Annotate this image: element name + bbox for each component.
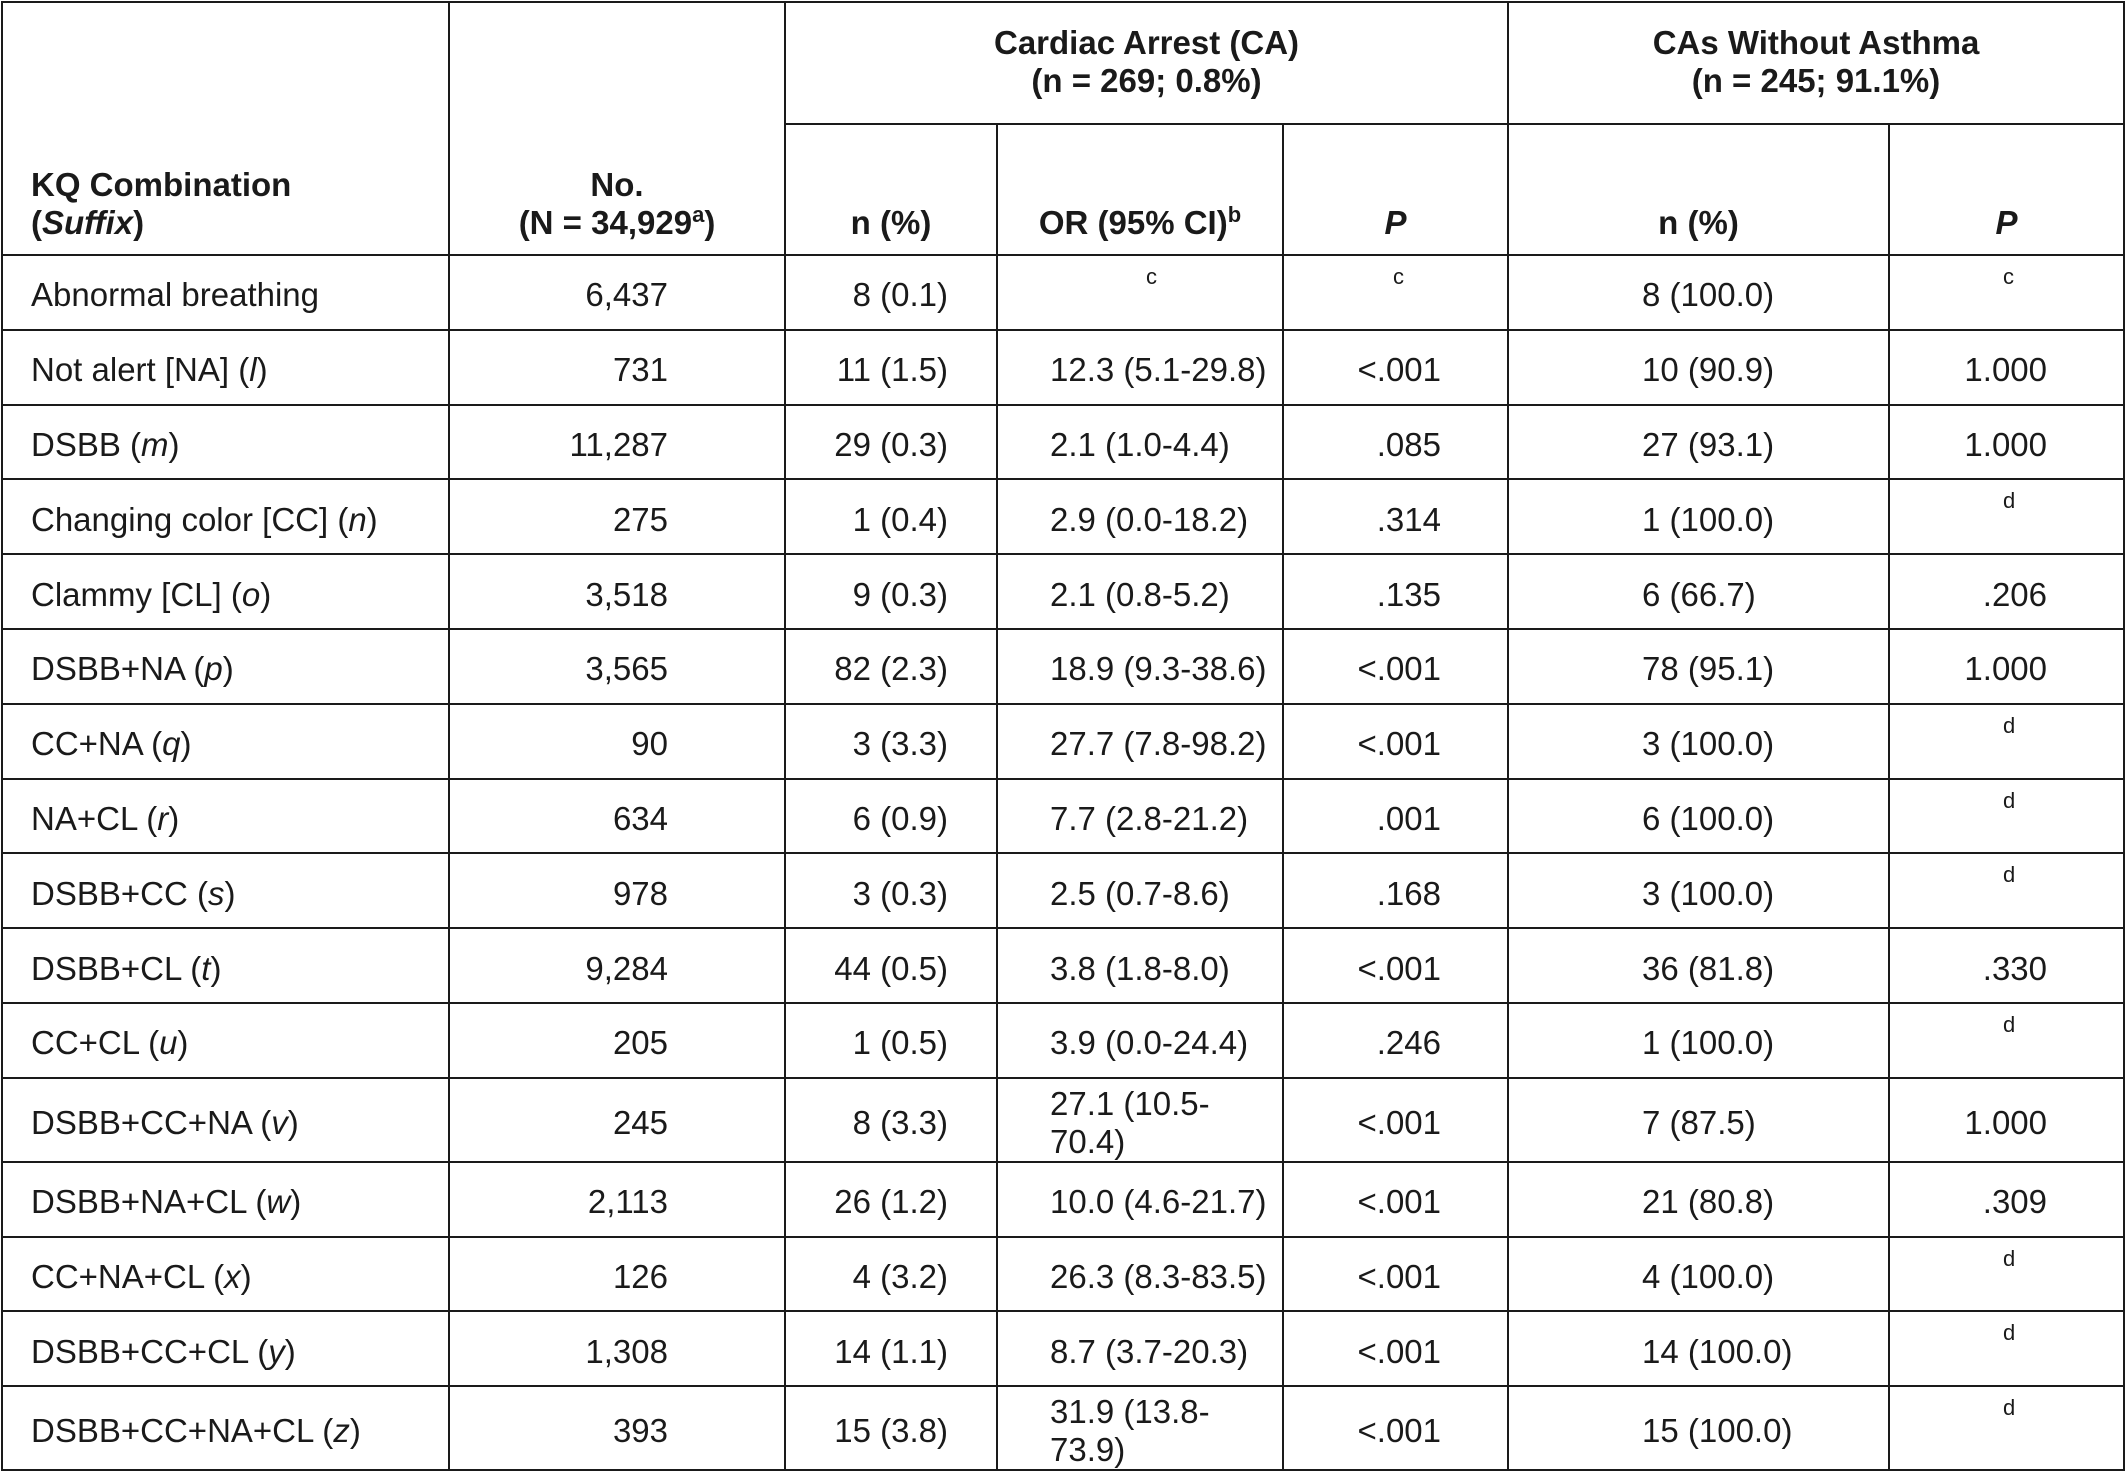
ca-n-percent-cell: 82 (2.3): [785, 629, 997, 704]
count-cell: 6,437: [449, 255, 785, 330]
na-p-cell: [1889, 779, 2124, 854]
na-p-cell: 1.000: [1889, 405, 2124, 480]
ca-p-cell: .246: [1283, 1003, 1508, 1078]
ca-n-percent-cell: 1 (0.5): [785, 1003, 997, 1078]
table-row: [2, 629, 2124, 704]
footnote-mark: d: [2003, 1320, 2016, 1346]
ca-p-cell: .085: [1283, 405, 1508, 480]
na-n-percent-cell: 8 (100.0): [1508, 255, 1889, 330]
na-n-percent-cell: 1 (100.0): [1508, 1003, 1889, 1078]
header-na-p: P: [1889, 124, 2124, 255]
footnote-mark: d: [2003, 712, 2016, 738]
na-p-cell: .309: [1889, 1162, 2124, 1237]
ca-p-cell: .314: [1283, 479, 1508, 554]
ca-or-cell: 2.9 (0.0-18.2): [997, 479, 1283, 554]
table-row: [2, 554, 2124, 629]
count-cell: 245: [449, 1078, 785, 1162]
na-p-cell: .206: [1889, 554, 2124, 629]
ca-or-cell: 10.0 (4.6-21.7): [997, 1162, 1283, 1237]
count-cell: 90: [449, 704, 785, 779]
ca-or-cell: 7.7 (2.8-21.2): [997, 779, 1283, 854]
na-n-percent-cell: 7 (87.5): [1508, 1078, 1889, 1162]
na-n-percent-cell: 14 (100.0): [1508, 1311, 1889, 1386]
kq-combination-cell: CC+NA+CL (x): [2, 1237, 449, 1312]
kq-combination-cell: DSBB+CL (t): [2, 928, 449, 1003]
count-cell: 3,565: [449, 629, 785, 704]
na-p-cell: [1889, 704, 2124, 779]
ca-or-cell: 18.9 (9.3-38.6): [997, 629, 1283, 704]
footnote-mark: c: [2003, 264, 2014, 289]
count-cell: 3,518: [449, 554, 785, 629]
count-cell: 205: [449, 1003, 785, 1078]
kq-combination-cell: Abnormal breathing: [2, 255, 449, 330]
results-table: [1, 1, 2125, 1471]
table-row: [2, 1003, 2124, 1078]
count-cell: 126: [449, 1237, 785, 1312]
count-cell: 731: [449, 330, 785, 405]
ca-n-percent-cell: 3 (0.3): [785, 853, 997, 928]
ca-n-percent-cell: 44 (0.5): [785, 928, 997, 1003]
count-cell: 11,287: [449, 405, 785, 480]
ca-or-cell: 12.3 (5.1-29.8): [997, 330, 1283, 405]
ca-or-cell: 2.1 (1.0-4.4): [997, 405, 1283, 480]
ca-p-cell: <.001: [1283, 1237, 1508, 1312]
ca-p-cell: <.001: [1283, 704, 1508, 779]
ca-p-cell: .001: [1283, 779, 1508, 854]
na-n-percent-cell: 6 (100.0): [1508, 779, 1889, 854]
kq-combination-cell: DSBB+CC (s): [2, 853, 449, 928]
ca-or-cell: 3.9 (0.0-24.4): [997, 1003, 1283, 1078]
ca-n-percent-cell: 3 (3.3): [785, 704, 997, 779]
footnote-mark: d: [2003, 488, 2016, 514]
table-row: [2, 779, 2124, 854]
table-row: [2, 853, 2124, 928]
count-cell: 9,284: [449, 928, 785, 1003]
ca-or-cell: 3.8 (1.8-8.0): [997, 928, 1283, 1003]
ca-p-cell: <.001: [1283, 330, 1508, 405]
kq-combination-cell: DSBB+NA+CL (w): [2, 1162, 449, 1237]
table-row: [2, 928, 2124, 1003]
ca-n-percent-cell: 4 (3.2): [785, 1237, 997, 1312]
table-row: [2, 255, 2124, 330]
table-body: [2, 255, 2124, 1470]
footnote-mark: d: [2003, 1011, 2016, 1037]
header-kq-combination: KQ Combination (Suffix): [2, 2, 449, 255]
na-n-percent-cell: 4 (100.0): [1508, 1237, 1889, 1312]
na-p-cell: [1889, 255, 2124, 330]
kq-combination-cell: DSBB+CC+CL (y): [2, 1311, 449, 1386]
na-p-cell: 1.000: [1889, 330, 2124, 405]
ca-n-percent-cell: 6 (0.9): [785, 779, 997, 854]
na-n-percent-cell: 6 (66.7): [1508, 554, 1889, 629]
ca-n-percent-cell: 8 (0.1): [785, 255, 997, 330]
ca-p-cell: <.001: [1283, 1162, 1508, 1237]
ca-p-cell: [1283, 255, 1508, 330]
count-cell: 2,113: [449, 1162, 785, 1237]
kq-combination-cell: CC+CL (u): [2, 1003, 449, 1078]
ca-p-cell: <.001: [1283, 1386, 1508, 1470]
footnote-mark: d: [2003, 862, 2016, 888]
footnote-mark: d: [2003, 1395, 2016, 1421]
header-group-cardiac-arrest: Cardiac Arrest (CA) (n = 269; 0.8%): [785, 2, 1508, 124]
table-row: [2, 330, 2124, 405]
header-ca-or: OR (95% CI)$^b$: [997, 124, 1283, 255]
table-row: [2, 479, 2124, 554]
ca-n-percent-cell: 8 (3.3): [785, 1078, 997, 1162]
ca-n-percent-cell: 14 (1.1): [785, 1311, 997, 1386]
ca-n-percent-cell: 1 (0.4): [785, 479, 997, 554]
count-cell: 275: [449, 479, 785, 554]
table-row: [2, 704, 2124, 779]
kq-combination-cell: Changing color [CC] (n): [2, 479, 449, 554]
ca-n-percent-cell: 9 (0.3): [785, 554, 997, 629]
na-n-percent-cell: 10 (90.9): [1508, 330, 1889, 405]
kq-combination-cell: Not alert [NA] (l): [2, 330, 449, 405]
header-group-without-asthma: CAs Without Asthma (n = 245; 91.1%): [1508, 2, 2124, 124]
ca-or-cell: 26.3 (8.3-83.5): [997, 1237, 1283, 1312]
na-p-cell: [1889, 1386, 2124, 1470]
na-p-cell: [1889, 1311, 2124, 1386]
na-n-percent-cell: 1 (100.0): [1508, 479, 1889, 554]
ca-n-percent-cell: 15 (3.8): [785, 1386, 997, 1470]
ca-or-cell: 31.9 (13.8-73.9): [997, 1386, 1283, 1470]
ca-or-cell: 27.1 (10.5-70.4): [997, 1078, 1283, 1162]
na-n-percent-cell: 27 (93.1): [1508, 405, 1889, 480]
table-row: [2, 1311, 2124, 1386]
ca-p-cell: .168: [1283, 853, 1508, 928]
na-n-percent-cell: 3 (100.0): [1508, 853, 1889, 928]
header-no: No. (N = 34,929$^a$): [449, 2, 785, 255]
ca-p-cell: .135: [1283, 554, 1508, 629]
table-row: [2, 1237, 2124, 1312]
na-p-cell: [1889, 1003, 2124, 1078]
ca-n-percent-cell: 29 (0.3): [785, 405, 997, 480]
count-cell: 978: [449, 853, 785, 928]
na-p-cell: .330: [1889, 928, 2124, 1003]
ca-n-percent-cell: 11 (1.5): [785, 330, 997, 405]
footnote-mark: c: [1393, 264, 1404, 289]
footnote-mark: d: [2003, 1245, 2016, 1271]
na-n-percent-cell: 3 (100.0): [1508, 704, 1889, 779]
ca-p-cell: <.001: [1283, 1311, 1508, 1386]
count-cell: 393: [449, 1386, 785, 1470]
ca-p-cell: <.001: [1283, 928, 1508, 1003]
na-p-cell: [1889, 479, 2124, 554]
ca-or-cell: 8.7 (3.7-20.3): [997, 1311, 1283, 1386]
kq-combination-cell: NA+CL (r): [2, 779, 449, 854]
kq-combination-cell: DSBB+CC+NA+CL (z): [2, 1386, 449, 1470]
table-row: [2, 1078, 2124, 1162]
ca-n-percent-cell: 26 (1.2): [785, 1162, 997, 1237]
na-p-cell: [1889, 853, 2124, 928]
kq-combination-cell: Clammy [CL] (o): [2, 554, 449, 629]
ca-or-cell: 2.1 (0.8-5.2): [997, 554, 1283, 629]
count-cell: 634: [449, 779, 785, 854]
count-cell: 1,308: [449, 1311, 785, 1386]
na-n-percent-cell: 36 (81.8): [1508, 928, 1889, 1003]
na-p-cell: 1.000: [1889, 1078, 2124, 1162]
footnote-mark: d: [2003, 787, 2016, 813]
header-ca-p: P: [1283, 124, 1508, 255]
header-ca-n-percent: n (%): [785, 124, 997, 255]
na-n-percent-cell: 15 (100.0): [1508, 1386, 1889, 1470]
table-row: [2, 1386, 2124, 1470]
ca-or-cell: 27.7 (7.8-98.2): [997, 704, 1283, 779]
na-n-percent-cell: 21 (80.8): [1508, 1162, 1889, 1237]
na-p-cell: [1889, 1237, 2124, 1312]
table-row: [2, 1162, 2124, 1237]
table-row: [2, 405, 2124, 480]
ca-p-cell: <.001: [1283, 1078, 1508, 1162]
ca-p-cell: <.001: [1283, 629, 1508, 704]
ca-or-cell: 2.5 (0.7-8.6): [997, 853, 1283, 928]
header-na-n-percent: n (%): [1508, 124, 1889, 255]
kq-combination-cell: DSBB+NA (p): [2, 629, 449, 704]
kq-combination-cell: DSBB (m): [2, 405, 449, 480]
footnote-mark: c: [1146, 264, 1157, 289]
kq-combination-cell: DSBB+CC+NA (v): [2, 1078, 449, 1162]
kq-combination-cell: CC+NA (q): [2, 704, 449, 779]
na-p-cell: 1.000: [1889, 629, 2124, 704]
na-n-percent-cell: 78 (95.1): [1508, 629, 1889, 704]
ca-or-cell: [997, 255, 1283, 330]
